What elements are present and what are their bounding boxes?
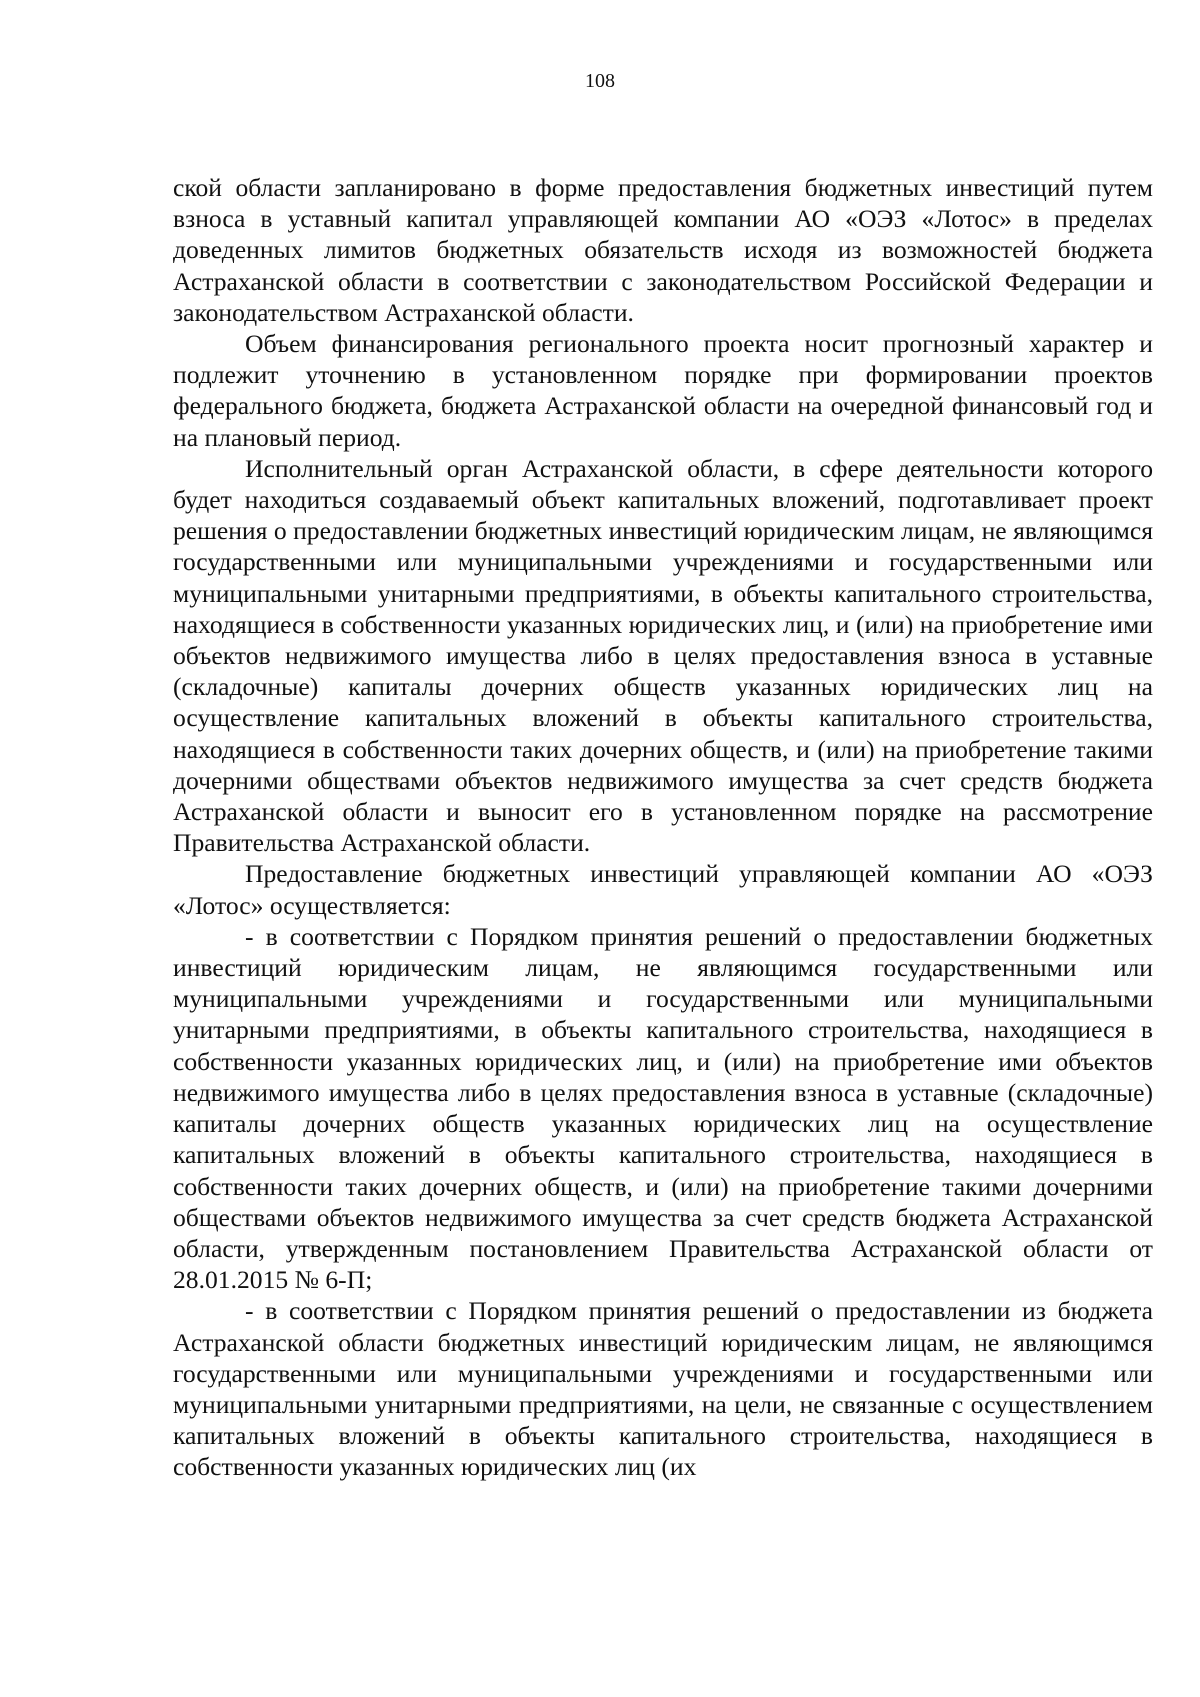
body-text [173,172,1153,1483]
paragraph-4: Предоставление бюджетных инвестиций управляющей компании АО «ОЭЗ «Лотос» осуществляется: [173,859,1153,920]
paragraph-3: Исполнительный орган Астраханской области, в сфере деятельности которого будет находиться создаваемый объект капитальных вложений, подготавливает проект решения о предоставлении бюджетных инвестиций юридическим лицам, не являющимся государственными или муниципальными учреждениями и государственными или муниципальными унитарными предприятиями, в объекты капитального строительства, находящиеся в собственности указанных юридических лиц, и (или) на приобретение ими объектов недвижимого имущества либо в целях предоставления взноса в уставные (складочные) капиталы дочерних обществ указанных юридических лиц на осуществление капитальных вложений в объекты капитального строительства, находящиеся в собственности таких дочерних обществ, и (или) на приобретение такими дочерними обществами объектов недвижимого имущества за счет средств бюджета Астраханской области и выносит его в установленном порядке на рассмотрение Правительства Астраханской области. [173,453,1153,858]
paragraph-5: - в соответствии с Порядком принятия решений о предоставлении бюджетных инвестиций юридическим лицам, не являющимся государственными или муниципальными учреждениями и государственными или муниципальными унитарными предприятиями, в объекты капитального строительства, находящиеся в собственности указанных юридических лиц, и (или) на приобретение ими объектов недвижимого имущества либо в целях предоставления взноса в уставные (складочные) капиталы дочерних обществ указанных юридических лиц на осуществление капитальных вложений в объекты капитального строительства, находящиеся в собственности таких дочерних обществ, и (или) на приобретение такими дочерними обществами объектов недвижимого имущества за счет средств бюджета Астраханской области, утвержденным постановлением Правительства Астраханской области от 28.01.2015 № 6-П; [173,921,1153,1295]
paragraph-6: - в соответствии с Порядком принятия решений о предоставлении из бюджета Астраханской области бюджетных инвестиций юридическим лицам, не являющимся государственными или муниципальными учреждениями и государственными или муниципальными унитарными предприятиями, на цели, не связанные с осуществлением капитальных вложений в объекты капитального строительства, находящиеся в собственности указанных юридических лиц (их [173,1296,1153,1482]
paragraph-2: Объем финансирования регионального проекта носит прогнозный характер и подлежит уточнению в установленном порядке при формировании проектов федерального бюджета, бюджета Астраханской области на очередной финансовый год и на плановый период. [173,329,1153,452]
page-number: 108 [585,70,615,92]
paragraph-1: ской области запланировано в форме предоставления бюджетных инвестиций путем взноса в уставный капитал управляющей компании АО «ОЭЗ «Лотос» в пределах доведенных лимитов бюджетных обязательств исходя из возможностей бюджета Астраханской области в соответствии с законодательством Российской Федерации и законодательством Астраханской области. [173,173,1153,327]
